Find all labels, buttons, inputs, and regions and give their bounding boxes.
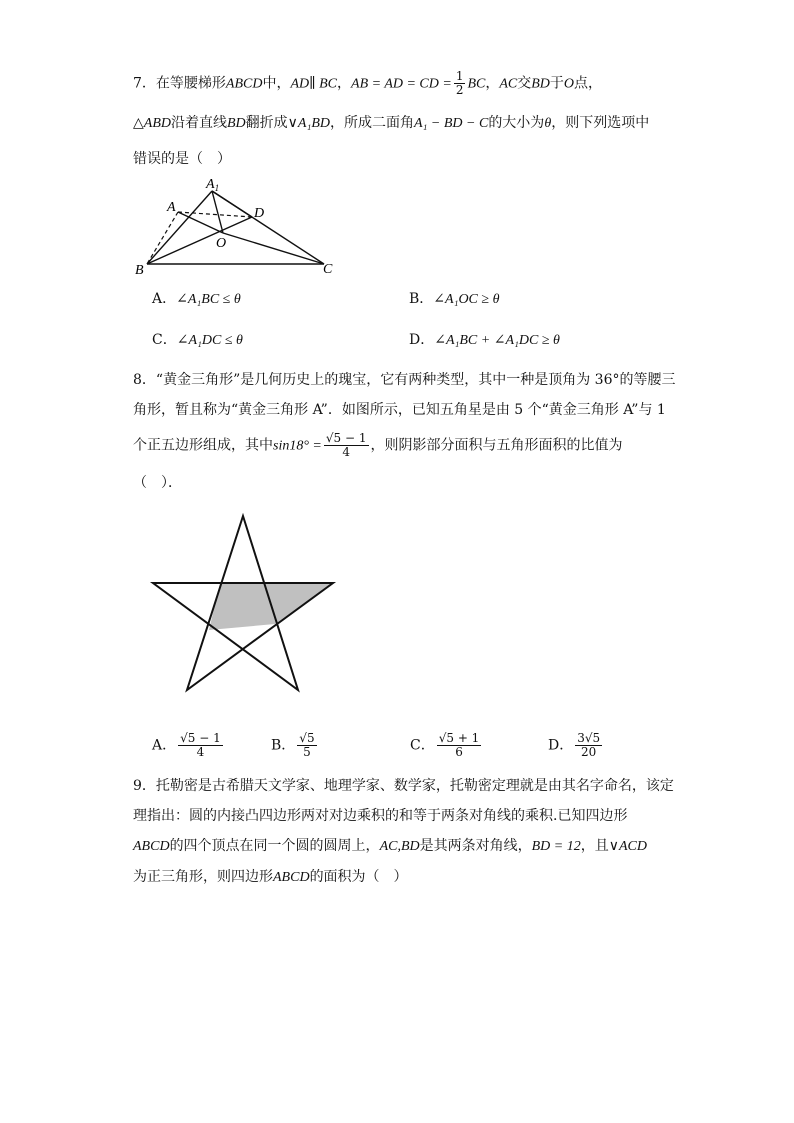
q9-line-4: 为正三角形，则四边形ABCD的面积为（ ） [133, 869, 408, 885]
label-D: D [254, 206, 265, 221]
q8-option-a: A． $\frac{√5 - 1}{4}$ [152, 731, 221, 759]
q7-option-b: B．∠A₁OC ≥ θ [409, 291, 500, 307]
fraction-sin18: $\frac{√5 - 1}{4}$ [325, 431, 367, 459]
label-A: A [167, 200, 176, 215]
edge-OC [223, 233, 324, 264]
q7-line-1: 7．在等腰梯形ABCD中，AD∥ BC，AB = AD = CD = $\frac{1}{2}$ BC，AC交BD于O点， [133, 69, 603, 97]
q9-line-2: 理指出：圆的内接凸四边形两对对边乘积的和等于两条对角线的乘积.已知四边形 [133, 808, 628, 824]
dashed-AB [147, 212, 178, 264]
q7-number: 7． [133, 75, 156, 92]
q9-line-3: ABCD的四个顶点在同一个圆的圆周上，AC,BD是其两条对角线，BD = 12，且∨ACD [133, 838, 647, 854]
fraction-one-half: $\frac{1}{2}$ [455, 69, 464, 97]
q8-option-b: B． $\frac{√5}{5}$ [271, 731, 315, 759]
q7-line-2: △ABD沿着直线BD翻折成∨A₁BD，所成二面角A₁ − BD − C的大小为θ，则下列选项中 [133, 115, 650, 131]
q7-trapezoid-figure [130, 175, 345, 280]
q8-number: 8． [133, 372, 156, 388]
edge-BD [147, 217, 252, 264]
edge-A1B [147, 191, 212, 264]
label-O: O [216, 236, 227, 251]
q9-line-1: 9．托勒密是古希腊天文学家、地理学家、数学家，托勒密定理就是由其名字命名，该定 [133, 778, 674, 794]
label-A1: $A_1$ [206, 177, 220, 193]
q7-option-c: C．∠A₁DC ≤ θ [152, 332, 243, 348]
label-B: B [135, 263, 144, 278]
q8-option-c: C． $\frac{√5 + 1}{6}$ [410, 731, 480, 759]
q8-line-2: 角形，暂且称为“黄金三角形 A”．如图所示，已知五角星是由 5 个“黄金三角形 A”与 1 [133, 402, 666, 418]
q8-option-d: D． $\frac{3√5}{20}$ [548, 731, 601, 759]
q8-star-figure [145, 508, 340, 698]
q7-option-d: D．∠A₁BC + ∠A₁DC ≥ θ [409, 332, 560, 348]
q7-line-3: 错误的是（ ） [133, 151, 231, 167]
q8-line-4: （ ）． [133, 475, 182, 491]
q9-number: 9． [133, 778, 156, 794]
q8-line-1: 8．“黄金三角形”是几何历史上的瑰宝，它有两种类型，其中一种是顶角为 36°的等腰三 [133, 372, 676, 388]
q7-option-a: A．∠A₁BC ≤ θ [152, 291, 241, 307]
label-C: C [323, 262, 333, 277]
q8-line-3: 个正五边形组成，其中sin18° = $\frac{√5 - 1}{4}$ ，则阴影部分面积与五角形面积的比值为 [133, 431, 623, 459]
